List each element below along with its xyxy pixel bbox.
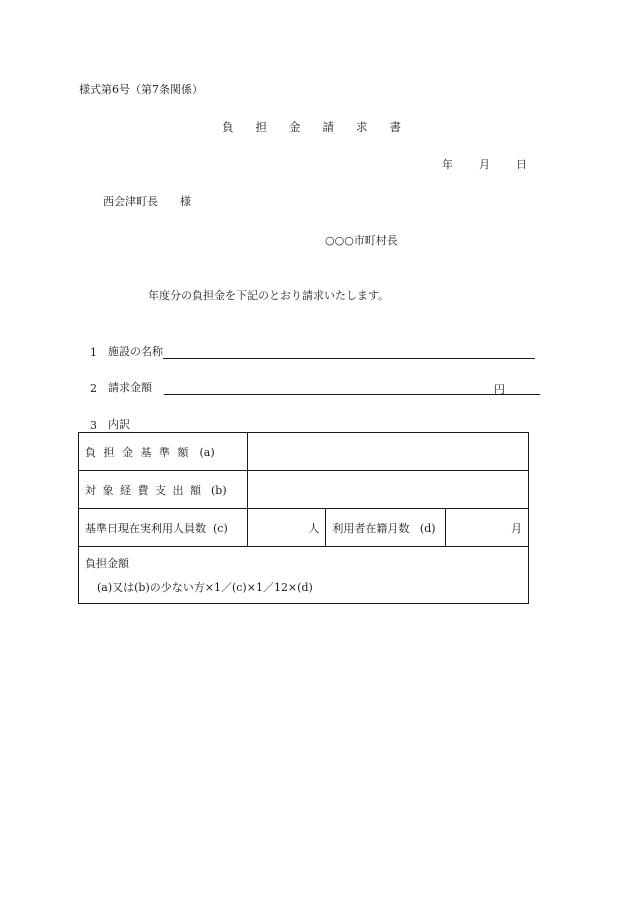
total-label: 負担金額: [85, 557, 129, 570]
facility-name-field[interactable]: [163, 345, 535, 359]
row-c-value-cell[interactable]: [247, 509, 326, 547]
item-number: 3: [90, 419, 97, 432]
item-label: 内訳: [108, 418, 130, 431]
row-d-label: 利用者在籍月数: [332, 521, 410, 535]
item-facility-name: [90, 343, 535, 359]
table-row: [79, 433, 529, 471]
row-b-label-cell: [79, 471, 248, 509]
item-number: 1: [90, 346, 97, 359]
row-b-value-cell[interactable]: [247, 471, 528, 509]
form-number: 様式第6号（第7条関係）: [79, 83, 203, 96]
addressee-name: 西会津町長: [103, 195, 158, 208]
row-d-label-cell: [326, 509, 446, 547]
sender: ○○○市町村長: [325, 234, 398, 247]
row-d-value-cell[interactable]: [446, 509, 529, 547]
item-label: 施設の名称: [108, 345, 163, 358]
total-formula: (a)又は(b)の少ない方×1／(c)×1／12×(d): [97, 581, 313, 594]
month-unit: 月: [511, 521, 522, 535]
row-c-label-cell: [79, 509, 248, 547]
breakdown-table: [78, 432, 529, 604]
row-a-value-cell[interactable]: [247, 433, 528, 471]
item-breakdown: [90, 416, 130, 432]
claim-amount-field[interactable]: [164, 381, 494, 395]
addressee-honorific: 様: [180, 195, 191, 208]
date-day: 日: [516, 158, 527, 171]
item-label: 請求金額: [108, 381, 152, 394]
table-row: [79, 547, 529, 604]
date-year: 年: [442, 158, 453, 171]
document-title: 負担金請求書: [222, 120, 423, 134]
row-b-mark: (b): [211, 483, 227, 497]
date-month: 月: [479, 158, 490, 171]
table-row: [79, 509, 529, 547]
item-number: 2: [90, 382, 97, 395]
row-a-label: 負担金基準額: [85, 445, 196, 459]
total-cell[interactable]: [79, 547, 529, 604]
addressee: [103, 193, 191, 209]
yen-unit: 円: [494, 381, 540, 395]
date-line: [442, 156, 527, 172]
row-a-mark: (a): [199, 445, 215, 459]
table-row: [79, 471, 529, 509]
row-d-mark: (d): [419, 521, 436, 535]
row-a-label-cell: [79, 433, 248, 471]
row-c-mark: (c): [213, 521, 228, 535]
item-claim-amount: [90, 379, 540, 395]
body-text: 年度分の負担金を下記のとおり請求いたします。: [148, 289, 390, 302]
row-c-label: 基準日現在実利用人員数: [85, 521, 206, 535]
person-unit: 人: [308, 521, 320, 535]
row-b-label: 対象経費支出額: [85, 483, 208, 497]
